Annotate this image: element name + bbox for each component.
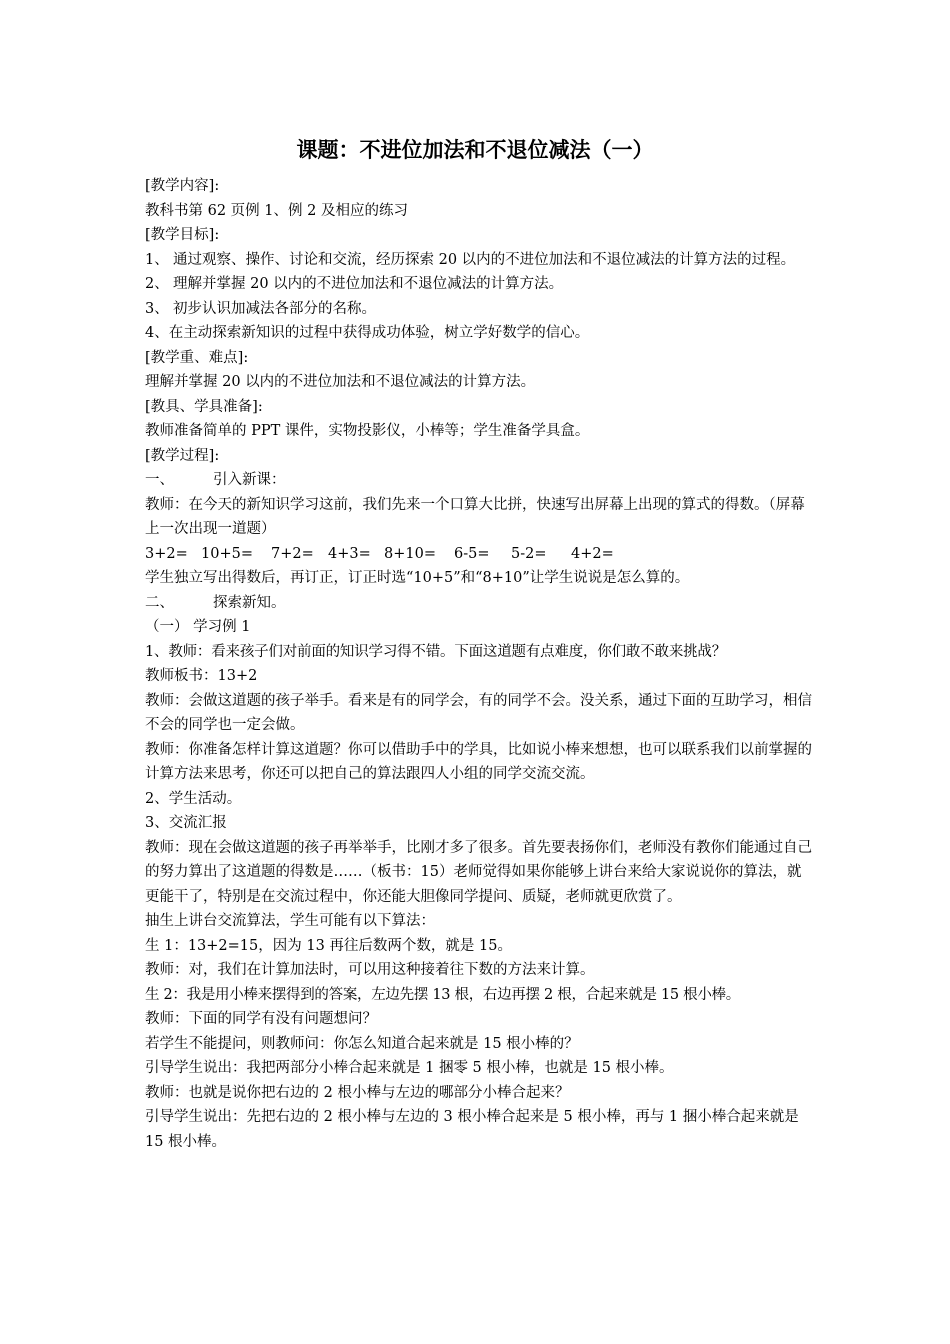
paragraph: 生 1：13+2=15，因为 13 再往后数两个数，就是 15。: [145, 937, 512, 954]
heading-process: [教学过程]:: [145, 447, 220, 464]
calculation-row: [145, 542, 815, 567]
goal-item-4: 4、在主动探索新知识的过程中获得成功体验，树立学好数学的信心。: [145, 325, 590, 341]
paragraph: 教师：你准备怎样计算这道题？你可以借助手中的学具，比如说小棒来想想，也可以联系我们以前掌握的计算方法来思考，你还可以把自己的算法跟四人小组的同学交流交流。: [145, 741, 812, 782]
section-heading-2: [145, 591, 815, 616]
paragraph: 3、交流汇报: [145, 815, 227, 831]
paragraph: 1、教师：看来孩子们对前面的知识学习得不错。下面这道题有点难度，你们敢不敢来挑战？: [145, 643, 727, 660]
paragraph: 引导学生说出：我把两部分小棒合起来就是 1 捆零 5 根小棒，也就是 15 根小棒。: [145, 1060, 674, 1076]
paragraph: 教师：下面的同学有没有问题想问？: [145, 1011, 377, 1027]
paragraph: 教师：对，我们在计算加法时，可以用这种接着往下数的方法来计算。: [145, 962, 595, 978]
section-number: 二、: [145, 594, 174, 611]
calc-item: 5-2=: [511, 545, 547, 562]
calc-item: 4+3=: [328, 545, 371, 562]
paragraph: 教师准备简单的 PPT 课件，实物投影仪，小棒等；学生准备学具盒。: [145, 423, 590, 439]
paragraph: 抽生上讲台交流算法，学生可能有以下算法：: [145, 913, 435, 929]
paragraph: 2、学生活动。: [145, 790, 242, 807]
paragraph: 教师：会做这道题的孩子举手。看来是有的同学会，有的同学不会。没关系，通过下面的互助学习，相信不会的同学也一定会做。: [145, 692, 812, 733]
heading-content: [教学内容]:: [145, 178, 220, 194]
section-title: 引入新课：: [213, 472, 286, 488]
paragraph: 若学生不能提问，则教师问：你怎么知道合起来就是 15 根小棒的？: [145, 1035, 579, 1052]
paragraph: 教科书第 62 页例 1、例 2 及相应的练习: [145, 202, 408, 219]
section-title: 探索新知。: [213, 594, 286, 611]
subsection-heading: （一） 学习例 1: [145, 619, 251, 635]
goal-item-3: [145, 297, 815, 322]
paragraph: 教师：在今天的新知识学习这前，我们先来一个口算大比拼，快速写出屏幕上出现的算式的得数。（屏幕上一次出现一道题）: [145, 496, 805, 537]
calc-item: 6-5=: [454, 545, 490, 562]
paragraph: 学生独立写出得数后，再订正，订正时选“10+5”和“8+10”让学生说说是怎么算的。: [145, 570, 690, 586]
page-title: 课题：不进位加法和不退位减法（一）: [296, 138, 654, 162]
goal-text: 通过观察、操作、讨论和交流，经历探索 20 以内的不进位加法和不退位减法的计算方法的过程。: [173, 251, 796, 268]
goal-item-2: [145, 272, 815, 297]
heading-key-points: [教学重、难点]:: [145, 349, 249, 366]
goal-item-1: [145, 248, 815, 273]
paragraph: 教师：现在会做这道题的孩子再举举手，比刚才多了很多。首先要表扬你们，老师没有教你们能通过自己的努力算出了这道题的得数是……（板书：15）老师觉得如果你能够上讲台来给大家说说你的算法，就更能干了，特别是在交流过程中，你还能大胆像同学提问、质疑，老师就更欣赏了。: [145, 839, 812, 905]
calc-item: 7+2=: [271, 545, 314, 562]
heading-goals: [教学目标]:: [145, 227, 220, 243]
document-page: [145, 134, 815, 1154]
section-heading-1: [145, 468, 815, 493]
goal-number: 1、: [145, 251, 169, 268]
goal-number: 2、: [145, 276, 169, 292]
paragraph: 引导学生说出：先把右边的 2 根小棒与左边的 3 根小棒合起来是 5 根小棒，再与 1 捆小棒合起来就是 15 根小棒。: [145, 1109, 799, 1150]
paragraph: 教师：也就是说你把右边的 2 根小棒与左边的哪部分小棒合起来？: [145, 1084, 570, 1101]
calc-item: 3+2=: [145, 545, 188, 562]
heading-materials: [教具、学具准备]:: [145, 398, 263, 415]
paragraph: 生 2：我是用小棒来摆得到的答案，左边先摆 13 根，右边再摆 2 根，合起来就是 15 根小棒。: [145, 986, 740, 1003]
goal-number: 3、: [145, 300, 169, 317]
goal-text: 初步认识加减法各部分的名称。: [173, 300, 376, 317]
calc-item: 4+2=: [571, 545, 614, 562]
calc-item: 8+10=: [384, 545, 436, 562]
paragraph: 理解并掌握 20 以内的不进位加法和不退位减法的计算方法。: [145, 374, 536, 390]
goal-text: 理解并掌握 20 以内的不进位加法和不退位减法的计算方法。: [173, 276, 564, 292]
section-number: 一、: [145, 472, 174, 488]
calc-item: 10+5=: [201, 545, 253, 562]
paragraph: 教师板书：13+2: [145, 668, 258, 684]
